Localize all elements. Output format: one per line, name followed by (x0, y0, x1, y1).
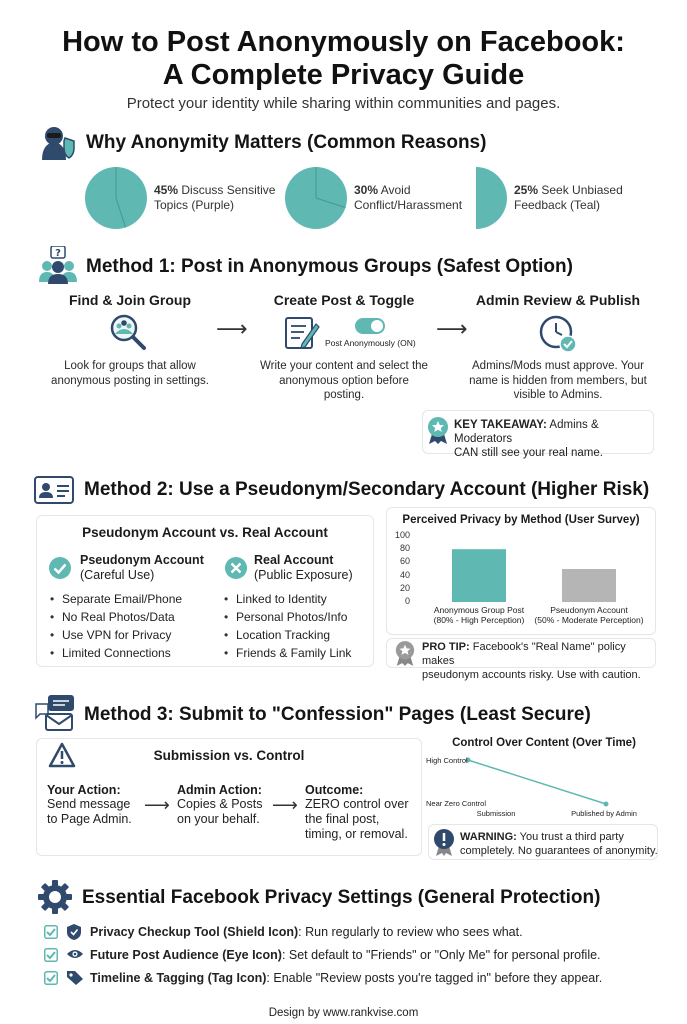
flow-line: to Page Admin. (47, 812, 132, 826)
pro-tip-text (422, 640, 654, 682)
award-badge-icon (394, 640, 416, 666)
bar-chart-xaxis (424, 605, 650, 631)
x-label-published: Published by Admin (571, 809, 637, 818)
pie-text-3b: Feedback (Teal) (514, 198, 601, 212)
flow-line: Send message (47, 797, 131, 811)
flow-head-2: Admin Action: (177, 783, 262, 797)
page-title (0, 26, 687, 92)
step2-desc-line2: anonymous option before (279, 374, 409, 387)
shield-icon (66, 923, 82, 941)
line-chart-plot (426, 750, 662, 820)
key-takeaway-text (454, 418, 650, 460)
title-line-2: A Complete Privacy Guide (162, 59, 525, 91)
takeaway-line2: CAN still see your real name. (454, 447, 603, 459)
step2-desc-line1: Write your content and select the (260, 360, 428, 372)
x-circle-icon (224, 556, 248, 580)
setting-bold: Privacy Checkup Tool (Shield Icon) (90, 925, 299, 939)
settings-text-3 (90, 971, 602, 985)
flow-head-1: Your Action: (47, 783, 121, 797)
list-item: • Personal Photos/Info (224, 608, 351, 626)
pie-unbiased-feedback (476, 166, 510, 230)
real-header (254, 553, 353, 583)
flow-line: timing, or removal. (305, 827, 408, 841)
y-bottom-label: Near Zero Control (426, 799, 487, 808)
pct-25: 25% (514, 183, 539, 197)
category-sub: (50% - Moderate Perception) (534, 615, 644, 625)
y-tick-label: 60 (399, 556, 410, 567)
step3-desc (458, 359, 658, 403)
list-item: • Separate Email/Phone (50, 590, 182, 608)
edit-post-icon (284, 316, 320, 350)
pseudo-header (80, 553, 204, 583)
control-line (468, 760, 606, 804)
bar-chart-plot (424, 530, 650, 606)
flow-line: the final post, (305, 812, 380, 826)
y-tick-label: 80 (399, 543, 410, 554)
warning-text (460, 830, 660, 858)
takeaway-label: KEY TAKEAWAY: (454, 419, 547, 431)
list-item: • Linked to Identity (224, 590, 351, 608)
flow-step-outcome (305, 783, 409, 842)
y-tick-label: 40 (399, 569, 410, 580)
gear-icon (38, 880, 72, 914)
checkbox-checked-icon (44, 948, 58, 962)
bar-chart-yaxis (390, 530, 420, 610)
step1-desc-line2: anonymous posting in settings. (51, 374, 209, 387)
method3-heading: Method 3: Submit to "Confession" Pages (Least Secure) (84, 704, 591, 725)
pie-text-1b: Topics (Purple) (154, 198, 235, 212)
pseudo-sub: (Careful Use) (80, 568, 155, 582)
list-item: • Location Tracking (224, 626, 351, 644)
compare-title: Pseudonym Account vs. Real Account (82, 525, 328, 540)
warning-line2: completely. No guarantees of anonymity. (460, 845, 658, 857)
checkbox-checked-icon (44, 971, 58, 985)
step3-desc-line2: name is hidden from members, but (469, 374, 647, 387)
page-subtitle: Protect your identity while sharing within communities and pages. (126, 95, 561, 112)
tag-icon (66, 970, 84, 986)
checkbox-checked-icon (44, 925, 58, 939)
flow-line: ZERO control over (305, 797, 409, 811)
setting-text: : Run regularly to review who sees what. (298, 925, 523, 939)
footer-credit: Design by www.rankvise.com (268, 1007, 419, 1019)
settings-text-1 (90, 925, 523, 939)
list-item: • Use VPN for Privacy (50, 626, 182, 644)
method1-heading: Method 1: Post in Anonymous Groups (Safest Option) (86, 256, 573, 277)
category-name: Anonymous Group Post (433, 605, 525, 615)
hooded-figure-shield-icon (38, 124, 78, 160)
svg-text:?: ? (55, 248, 61, 259)
eye-icon (66, 948, 84, 960)
check-circle-icon (48, 556, 72, 580)
real-list (224, 590, 351, 662)
bar-chart-title: Perceived Privacy by Method (User Survey) (402, 514, 640, 526)
pseudo-title: Pseudonym Account (80, 553, 204, 567)
list-item: • Friends & Family Link (224, 644, 351, 662)
category-name: Pseudonym Account (550, 605, 628, 615)
step2-desc (244, 359, 444, 403)
setting-text: : Set default to "Friends" or "Only Me" for personal profile. (281, 948, 601, 962)
y-top-label: High Control (426, 756, 468, 765)
toggle-label: Post Anonymously (ON) (325, 338, 416, 348)
line-chart-title: Control Over Content (Over Time) (452, 737, 636, 749)
method2-heading: Method 2: Use a Pseudonym/Secondary Account (Higher Risk) (84, 479, 650, 500)
bar-category-label (529, 605, 649, 625)
line-point-2 (604, 802, 609, 807)
setting-text: : Enable "Review posts you're tagged in" before they appear. (266, 971, 603, 985)
arrow-right-icon: ⟶ (436, 316, 468, 341)
step3-title: Admin Review & Publish (475, 292, 641, 308)
anonymous-toggle[interactable] (355, 318, 385, 334)
pct-45: 45% (154, 183, 179, 197)
group-people-icon (38, 246, 78, 284)
pseudo-list (50, 590, 182, 662)
settings-text-2 (90, 948, 601, 962)
flow-head-3: Outcome: (305, 783, 364, 797)
settings-heading: Essential Facebook Privacy Settings (General Protection) (82, 887, 601, 908)
warning-badge-icon (432, 828, 456, 856)
list-item: • Limited Connections (50, 644, 182, 662)
tip-line1: Facebook's "Real Name" policy makes (422, 641, 626, 667)
flow-step-admin-action (177, 783, 262, 827)
chat-envelope-icon (34, 694, 76, 732)
bar-2 (562, 569, 616, 602)
step3-desc-line3: visible to Admins. (513, 389, 603, 401)
magnifier-group-icon (108, 312, 148, 352)
tip-line2: pseudonym accounts risky. Use with caution. (422, 669, 641, 681)
step1-desc-line1: Look for groups that allow (64, 360, 196, 372)
pie-text-2b: Conflict/Harassment (354, 198, 463, 212)
real-sub: (Public Exposure) (254, 568, 353, 582)
pct-30: 30% (354, 183, 379, 197)
step1-title: Find & Join Group (68, 292, 192, 308)
y-tick-label: 100 (394, 530, 410, 540)
title-line-1: How to Post Anonymously on Facebook: (62, 26, 625, 58)
arrow-right-icon: ⟶ (216, 316, 248, 341)
award-badge-icon (426, 416, 450, 444)
warning-label: WARNING: (460, 831, 517, 843)
step2-desc-line3: posting. (323, 389, 365, 401)
flow-line: on your behalf. (177, 812, 260, 826)
warning-line1: You trust a third party (516, 831, 624, 843)
y-tick-label: 20 (399, 582, 410, 593)
reasons-heading: Why Anonymity Matters (Common Reasons) (86, 132, 487, 153)
pie-sensitive-topics (84, 166, 148, 230)
arrow-right-icon: ⟶ (144, 795, 170, 815)
pie-label-conflict (354, 183, 462, 213)
pie-label-feedback (514, 183, 623, 213)
bar-category-label (419, 605, 539, 625)
flow-line: Copies & Posts (177, 797, 263, 811)
real-title: Real Account (254, 553, 334, 567)
flow-step-your-action (47, 783, 132, 827)
step1-desc (35, 359, 225, 388)
pie-text-3a: Seek Unbiased (541, 183, 623, 197)
list-item: • No Real Photos/Data (50, 608, 182, 626)
setting-bold: Timeline & Tagging (Tag Icon) (90, 971, 267, 985)
flow-title: Submission vs. Control (153, 748, 305, 763)
tip-label: PRO TIP: (422, 641, 470, 653)
setting-bold: Future Post Audience (Eye Icon) (90, 948, 282, 962)
clock-check-icon (538, 314, 578, 354)
y-tick-label: 0 (404, 596, 410, 606)
toggle-knob (371, 320, 383, 332)
step2-title: Create Post & Toggle (273, 292, 415, 308)
pie-label-sensitive (154, 183, 275, 213)
pie-text-2a: Avoid (380, 183, 411, 197)
arrow-right-icon: ⟶ (272, 795, 298, 815)
step3-desc-line1: Admins/Mods must approve. Your (472, 360, 644, 372)
x-label-submission: Submission (476, 809, 516, 818)
takeaway-line1: Admins & Moderators (454, 419, 599, 445)
bar-1 (452, 549, 506, 602)
id-card-icon (34, 476, 74, 504)
pie-text-1a: Discuss Sensitive (181, 183, 276, 197)
category-sub: (80% - High Perception) (433, 615, 525, 625)
pie-avoid-conflict (284, 166, 348, 230)
